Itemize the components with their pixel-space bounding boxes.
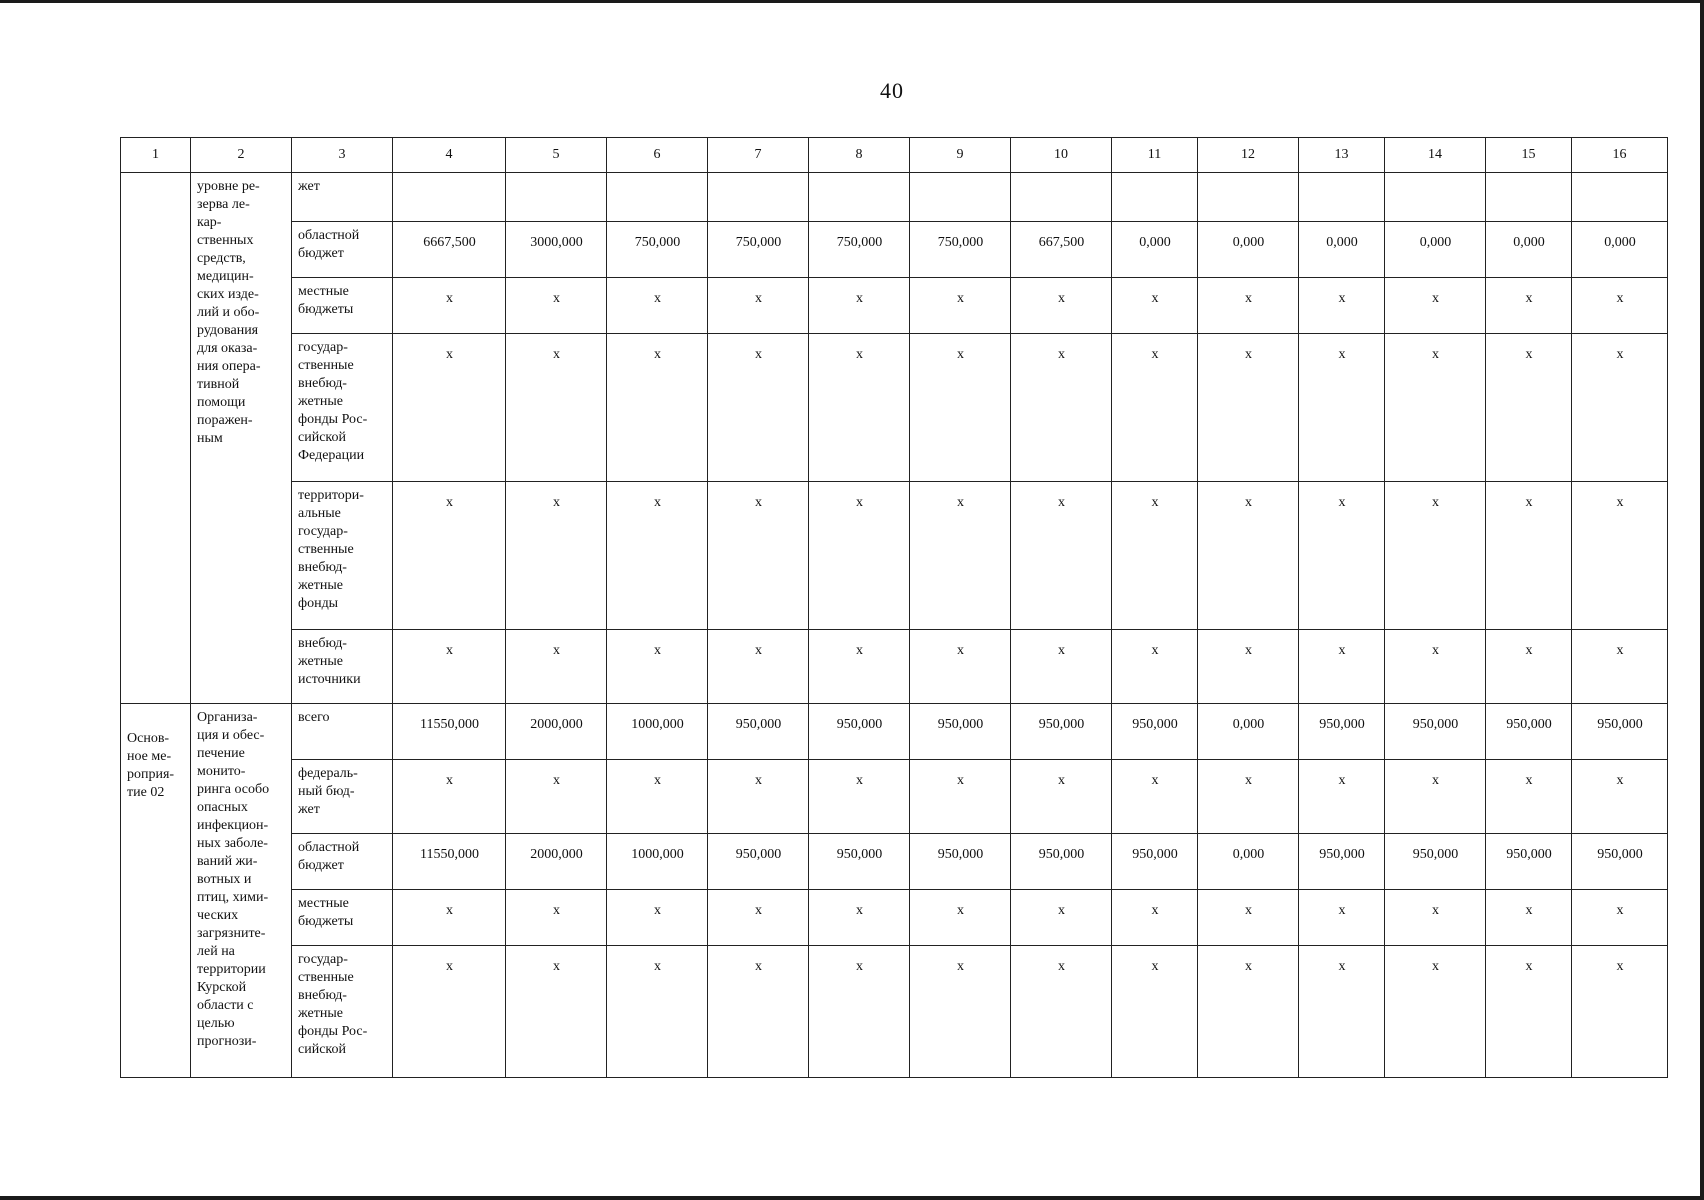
value-cell: x <box>1011 760 1112 834</box>
value-cell: x <box>1299 760 1385 834</box>
value-cell: x <box>607 630 708 704</box>
value-cell: x <box>1486 630 1572 704</box>
value-cell: x <box>809 760 910 834</box>
value-cell: x <box>1112 890 1198 946</box>
value-cell: x <box>1198 278 1299 334</box>
value-cell: x <box>393 334 506 482</box>
value-cell: x <box>1112 946 1198 1078</box>
column-header-3: 3 <box>292 138 393 173</box>
table-row <box>121 278 1668 334</box>
funding-source-cell: жет <box>292 173 393 222</box>
value-cell: 950,000 <box>1112 704 1198 760</box>
value-cell <box>393 173 506 222</box>
value-cell: 750,000 <box>910 222 1011 278</box>
value-cell: x <box>393 946 506 1078</box>
value-cell: x <box>393 278 506 334</box>
value-cell: 0,000 <box>1385 222 1486 278</box>
value-cell: x <box>708 482 809 630</box>
value-cell: 6667,500 <box>393 222 506 278</box>
value-cell: 950,000 <box>910 704 1011 760</box>
funding-source-cell: всего <box>292 704 393 760</box>
value-cell: x <box>1011 890 1112 946</box>
value-cell: 0,000 <box>1486 222 1572 278</box>
value-cell: x <box>393 890 506 946</box>
value-cell: x <box>708 630 809 704</box>
value-cell: x <box>910 760 1011 834</box>
value-cell: 11550,000 <box>393 834 506 890</box>
value-cell: x <box>1198 946 1299 1078</box>
value-cell: 750,000 <box>809 222 910 278</box>
value-cell: x <box>1572 334 1668 482</box>
funding-source-cell: областной бюджет <box>292 222 393 278</box>
value-cell: x <box>1198 334 1299 482</box>
value-cell: x <box>1385 760 1486 834</box>
value-cell: 950,000 <box>1299 704 1385 760</box>
funding-source-cell: государ- ственные внебюд- жетные фонды Рос- сийской <box>292 946 393 1078</box>
column-header-5: 5 <box>506 138 607 173</box>
value-cell: x <box>607 278 708 334</box>
value-cell: 950,000 <box>1299 834 1385 890</box>
scan-border-bottom <box>0 1196 1704 1200</box>
value-cell: x <box>607 482 708 630</box>
scan-border-right <box>1700 0 1704 1200</box>
value-cell: x <box>607 890 708 946</box>
value-cell: x <box>393 630 506 704</box>
value-cell: x <box>910 630 1011 704</box>
scan-border-top <box>0 0 1704 3</box>
value-cell: 1000,000 <box>607 834 708 890</box>
value-cell: 950,000 <box>1572 704 1668 760</box>
value-cell <box>708 173 809 222</box>
value-cell: x <box>1299 630 1385 704</box>
value-cell: x <box>1572 482 1668 630</box>
measure-name-cell: Организа- ция и обес- печение монито- ринга особо опасных инфекцион- ных заболе- ваний жи- вотных и птиц, хими- ческих загрязните- лей на территории Курской области с целью прогнози- <box>191 704 292 1078</box>
value-cell: 0,000 <box>1198 222 1299 278</box>
value-cell: 950,000 <box>809 704 910 760</box>
column-header-7: 7 <box>708 138 809 173</box>
value-cell: x <box>1486 482 1572 630</box>
funding-source-cell: государ- ственные внебюд- жетные фонды Рос- сийской Федерации <box>292 334 393 482</box>
value-cell: x <box>809 482 910 630</box>
value-cell: x <box>1486 760 1572 834</box>
value-cell: 950,000 <box>1486 834 1572 890</box>
value-cell: 667,500 <box>1011 222 1112 278</box>
value-cell: x <box>809 334 910 482</box>
value-cell: x <box>506 760 607 834</box>
value-cell: x <box>1385 946 1486 1078</box>
value-cell <box>506 173 607 222</box>
column-header-2: 2 <box>191 138 292 173</box>
value-cell <box>1385 173 1486 222</box>
value-cell: x <box>1198 482 1299 630</box>
table-row <box>121 704 1668 760</box>
value-cell: 950,000 <box>1011 704 1112 760</box>
value-cell: x <box>910 946 1011 1078</box>
column-header-16: 16 <box>1572 138 1668 173</box>
value-cell: x <box>607 760 708 834</box>
measure-name-cell: уровне ре- зерва ле- кар- ственных средств, медицин- ских изде- лий и обо- рудования для оказа- ния опера- тивной помощи поражен- ным <box>191 173 292 704</box>
table-row <box>121 760 1668 834</box>
measure-code-cell: Основ- ное ме- роприя- тие 02 <box>121 704 191 1078</box>
value-cell: x <box>607 334 708 482</box>
funding-source-cell: внебюд- жетные источники <box>292 630 393 704</box>
column-header-11: 11 <box>1112 138 1198 173</box>
funding-source-cell: областной бюджет <box>292 834 393 890</box>
value-cell: 2000,000 <box>506 704 607 760</box>
value-cell: x <box>1011 482 1112 630</box>
funding-source-cell: местные бюджеты <box>292 890 393 946</box>
value-cell: 950,000 <box>1486 704 1572 760</box>
value-cell: x <box>708 890 809 946</box>
value-cell <box>1198 173 1299 222</box>
column-header-9: 9 <box>910 138 1011 173</box>
value-cell: x <box>1486 334 1572 482</box>
value-cell <box>1486 173 1572 222</box>
value-cell: x <box>506 890 607 946</box>
table-body <box>121 138 1668 1078</box>
value-cell: x <box>607 946 708 1078</box>
value-cell: x <box>1112 334 1198 482</box>
value-cell: x <box>708 946 809 1078</box>
value-cell: x <box>1299 334 1385 482</box>
value-cell: 3000,000 <box>506 222 607 278</box>
table-row <box>121 222 1668 278</box>
column-header-1: 1 <box>121 138 191 173</box>
value-cell: x <box>1112 482 1198 630</box>
value-cell <box>1011 173 1112 222</box>
value-cell: x <box>809 890 910 946</box>
value-cell: 1000,000 <box>607 704 708 760</box>
value-cell: x <box>393 482 506 630</box>
column-header-14: 14 <box>1385 138 1486 173</box>
value-cell: x <box>506 278 607 334</box>
value-cell: 11550,000 <box>393 704 506 760</box>
table-row <box>121 630 1668 704</box>
value-cell: x <box>1572 630 1668 704</box>
column-header-4: 4 <box>393 138 506 173</box>
value-cell: x <box>1112 278 1198 334</box>
value-cell: x <box>506 482 607 630</box>
funding-source-cell: территори- альные государ- ственные внебюд- жетные фонды <box>292 482 393 630</box>
value-cell: 750,000 <box>708 222 809 278</box>
value-cell: 950,000 <box>1011 834 1112 890</box>
value-cell <box>809 173 910 222</box>
value-cell: 950,000 <box>708 834 809 890</box>
value-cell: 0,000 <box>1299 222 1385 278</box>
value-cell: x <box>1385 278 1486 334</box>
value-cell <box>1299 173 1385 222</box>
value-cell: x <box>1486 890 1572 946</box>
value-cell: x <box>708 334 809 482</box>
value-cell: x <box>1299 890 1385 946</box>
value-cell: x <box>1011 946 1112 1078</box>
value-cell: x <box>1385 482 1486 630</box>
budget-table <box>120 137 1668 1078</box>
value-cell: x <box>910 890 1011 946</box>
value-cell: x <box>1572 760 1668 834</box>
value-cell: x <box>809 946 910 1078</box>
value-cell: 950,000 <box>708 704 809 760</box>
value-cell: 0,000 <box>1112 222 1198 278</box>
funding-source-cell: местные бюджеты <box>292 278 393 334</box>
value-cell: 950,000 <box>1385 834 1486 890</box>
value-cell: x <box>1011 630 1112 704</box>
value-cell: x <box>809 278 910 334</box>
table-row <box>121 890 1668 946</box>
value-cell: x <box>708 278 809 334</box>
value-cell: x <box>506 946 607 1078</box>
value-cell: x <box>1299 278 1385 334</box>
value-cell: 0,000 <box>1198 834 1299 890</box>
value-cell: x <box>708 760 809 834</box>
value-cell: x <box>1572 278 1668 334</box>
value-cell: x <box>910 278 1011 334</box>
column-header-6: 6 <box>607 138 708 173</box>
value-cell: x <box>1486 946 1572 1078</box>
column-header-15: 15 <box>1486 138 1572 173</box>
value-cell: x <box>1486 278 1572 334</box>
value-cell <box>607 173 708 222</box>
measure-code-cell <box>121 173 191 704</box>
value-cell: x <box>506 630 607 704</box>
value-cell: x <box>1299 482 1385 630</box>
value-cell: x <box>1011 334 1112 482</box>
header-row <box>121 138 1668 173</box>
value-cell: x <box>1198 630 1299 704</box>
value-cell: x <box>1112 630 1198 704</box>
value-cell: x <box>1385 890 1486 946</box>
column-header-13: 13 <box>1299 138 1385 173</box>
value-cell: 750,000 <box>607 222 708 278</box>
value-cell <box>1572 173 1668 222</box>
value-cell: 950,000 <box>809 834 910 890</box>
column-header-12: 12 <box>1198 138 1299 173</box>
value-cell: x <box>1112 760 1198 834</box>
funding-source-cell: федераль- ный бюд- жет <box>292 760 393 834</box>
value-cell: 950,000 <box>910 834 1011 890</box>
value-cell: x <box>910 334 1011 482</box>
value-cell: 950,000 <box>1572 834 1668 890</box>
column-header-10: 10 <box>1011 138 1112 173</box>
value-cell: 0,000 <box>1198 704 1299 760</box>
value-cell: 950,000 <box>1112 834 1198 890</box>
value-cell: x <box>1572 890 1668 946</box>
table-row <box>121 334 1668 482</box>
value-cell: 0,000 <box>1572 222 1668 278</box>
value-cell: 950,000 <box>1385 704 1486 760</box>
table-row <box>121 173 1668 222</box>
value-cell: x <box>506 334 607 482</box>
value-cell: x <box>1198 760 1299 834</box>
value-cell: x <box>1011 278 1112 334</box>
value-cell: x <box>1299 946 1385 1078</box>
value-cell: 2000,000 <box>506 834 607 890</box>
value-cell: x <box>1385 630 1486 704</box>
column-header-8: 8 <box>809 138 910 173</box>
value-cell: x <box>1198 890 1299 946</box>
value-cell: x <box>1572 946 1668 1078</box>
page-number: 40 <box>880 78 904 103</box>
table-row <box>121 946 1668 1078</box>
table-row <box>121 834 1668 890</box>
value-cell: x <box>809 630 910 704</box>
value-cell: x <box>393 760 506 834</box>
value-cell <box>910 173 1011 222</box>
table-row <box>121 482 1668 630</box>
value-cell: x <box>1385 334 1486 482</box>
value-cell <box>1112 173 1198 222</box>
value-cell: x <box>910 482 1011 630</box>
